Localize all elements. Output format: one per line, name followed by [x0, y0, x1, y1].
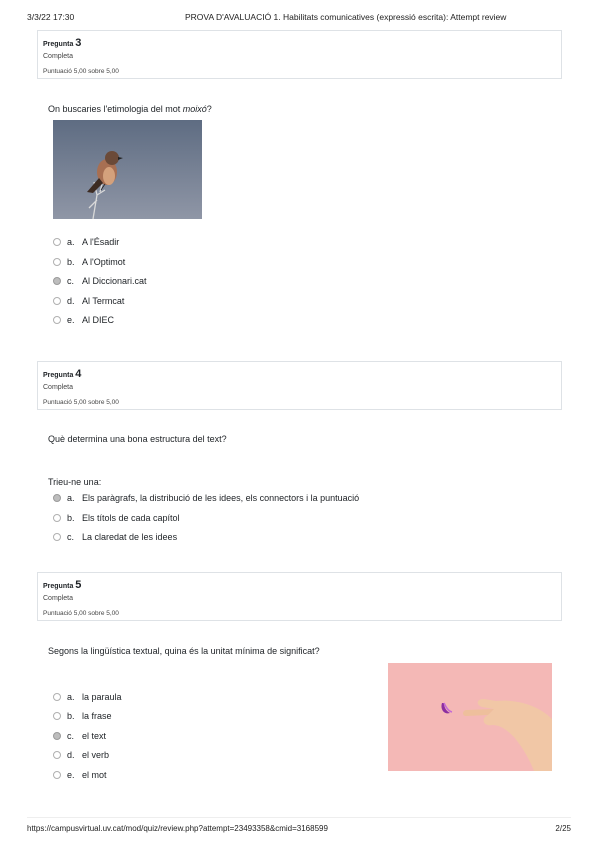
option-letter: e. [67, 315, 75, 325]
page-url: https://campusvirtual.uv.cat/mod/quiz/review.php?attempt=23493358&cmid=3168599 [27, 824, 328, 833]
question-grade: Puntuació 5,00 sobre 5,00 [43, 610, 119, 617]
option-label: Al DIEC [82, 315, 115, 325]
radio-icon[interactable] [53, 712, 61, 720]
option-letter: a. [67, 237, 75, 247]
option-5b[interactable] [53, 711, 112, 721]
radio-icon[interactable] [53, 693, 61, 701]
page-title: PROVA D'AVALUACIÓ 1. Habilitats comunicatives (expressió escrita): Attempt review [185, 12, 507, 22]
radio-icon[interactable] [53, 514, 61, 522]
option-3d[interactable] [53, 296, 124, 306]
option-letter: a. [67, 493, 75, 503]
option-3b[interactable] [53, 257, 125, 267]
option-4c[interactable] [53, 532, 177, 542]
option-label: la frase [82, 711, 112, 721]
option-label: el text [82, 731, 107, 741]
option-label: el mot [82, 770, 107, 780]
radio-icon[interactable] [53, 732, 61, 740]
radio-icon[interactable] [53, 751, 61, 759]
question-grade: Puntuació 5,00 sobre 5,00 [43, 399, 119, 406]
footer-divider [27, 817, 571, 818]
radio-icon[interactable] [53, 771, 61, 779]
print-date: 3/3/22 17:30 [27, 12, 75, 22]
option-letter: d. [67, 296, 75, 306]
question-text-4: Què determina una bona estructura del text? [48, 434, 227, 444]
option-letter: b. [67, 513, 75, 523]
option-3a[interactable] [53, 237, 119, 247]
option-letter: c. [67, 276, 75, 286]
radio-icon[interactable] [53, 277, 61, 285]
option-5e[interactable] [53, 770, 107, 780]
question-text-3: On buscaries l'etimologia del mot moixó? [48, 104, 212, 114]
option-label: Al Diccionari.cat [82, 276, 147, 286]
option-5a[interactable] [53, 692, 122, 702]
option-5d[interactable] [53, 750, 109, 760]
question-info-3 [37, 30, 562, 79]
option-letter: b. [67, 257, 75, 267]
radio-icon[interactable] [53, 297, 61, 305]
option-label: Al Termcat [82, 296, 125, 306]
option-label: la paraula [82, 692, 122, 702]
option-letter: b. [67, 711, 75, 721]
option-label: La claredat de les idees [82, 532, 178, 542]
option-3c[interactable] [53, 276, 147, 286]
question-number: Pregunta 5 [43, 579, 82, 591]
option-letter: c. [67, 731, 75, 741]
hand-photo [388, 663, 552, 771]
option-label: Els paràgrafs, la distribució de les idees, els connectors i la puntuació [82, 493, 360, 503]
option-letter: e. [67, 770, 75, 780]
question-state: Completa [43, 53, 73, 60]
question-grade: Puntuació 5,00 sobre 5,00 [43, 68, 119, 75]
question-number: Pregunta 3 [43, 37, 82, 49]
page-number: 2/25 [555, 824, 571, 833]
radio-icon[interactable] [53, 258, 61, 266]
option-letter: a. [67, 692, 75, 702]
radio-icon[interactable] [53, 494, 61, 502]
option-label: A l'Optimot [82, 257, 126, 267]
option-5c[interactable] [53, 731, 106, 741]
option-4a[interactable] [53, 493, 359, 503]
answer-prompt: Trieu-ne una: [48, 477, 102, 487]
option-label: el verb [82, 750, 110, 760]
question-state: Completa [43, 595, 73, 602]
bird-photo [53, 120, 202, 219]
question-info-4 [37, 361, 562, 410]
option-letter: c. [67, 532, 75, 542]
radio-icon[interactable] [53, 533, 61, 541]
option-label: A l'Ésadir [82, 237, 120, 247]
question-info-5 [37, 572, 562, 621]
question-state: Completa [43, 384, 73, 391]
question-text-5: Segons la lingüística textual, quina és la unitat mínima de significat? [48, 646, 320, 656]
radio-icon[interactable] [53, 316, 61, 324]
option-label: Els títols de cada capítol [82, 513, 180, 523]
radio-icon[interactable] [53, 238, 61, 246]
question-number: Pregunta 4 [43, 368, 82, 380]
option-3e[interactable] [53, 315, 114, 325]
option-4b[interactable] [53, 513, 180, 523]
option-letter: d. [67, 750, 75, 760]
